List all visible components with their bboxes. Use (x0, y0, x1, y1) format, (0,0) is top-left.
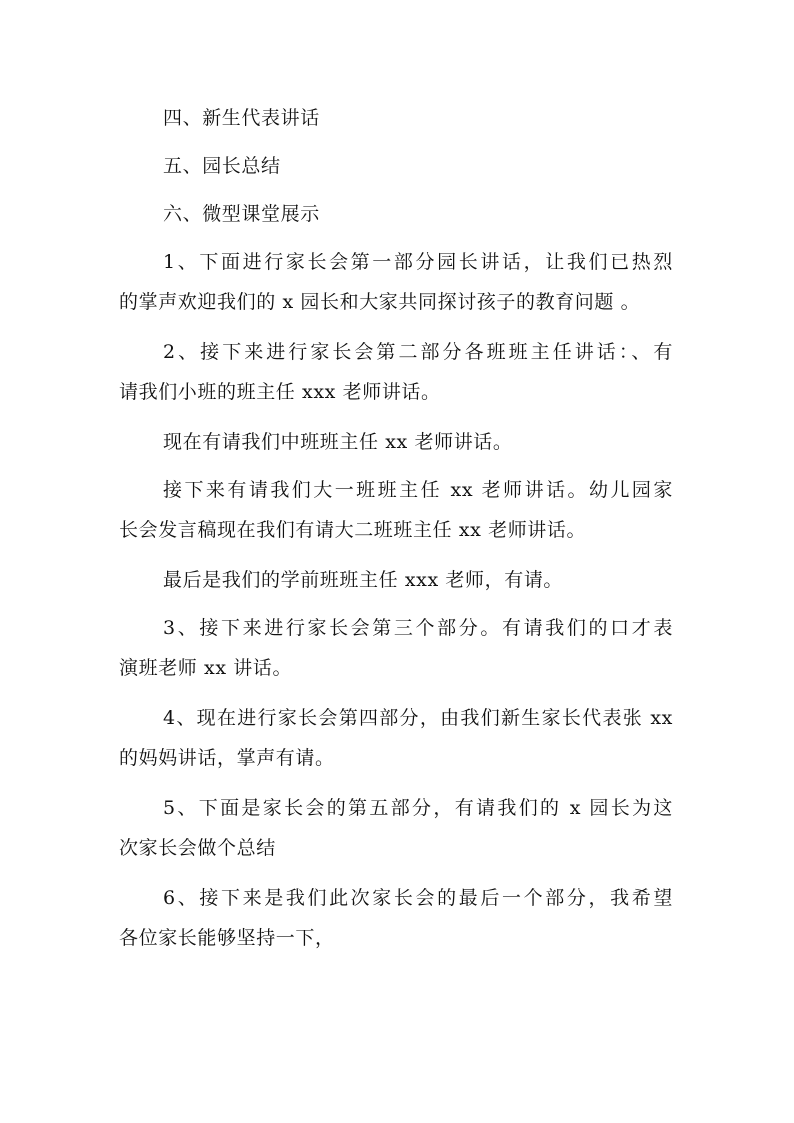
paragraph-3: 现在有请我们中班班主任 xx 老师讲话。 (163, 431, 513, 453)
paragraph-4-line-2: 长会发言稿现在我们有请大二班班主任 xx 老师讲话。 (119, 519, 587, 541)
paragraph-9-line-2: 各位家长能够坚持一下， (119, 927, 335, 949)
paragraph-1-line-2: 的掌声欢迎我们的 x 园长和大家共同探讨孩子的教育问题 。 (119, 291, 641, 313)
paragraph-7-line-1: 4、现在进行家长会第四部分，由我们新生家长代表张 xx (163, 707, 673, 729)
paragraph-2-line-1: 2、接下来进行家长会第二部分各班班主任讲话：、有 (163, 341, 673, 363)
paragraph-1-line-1: 1、下面进行家长会第一部分园长讲话，让我们已热烈 (163, 251, 673, 273)
paragraph-8-line-2: 次家长会做个总结 (119, 837, 276, 859)
paragraph-9-line-1: 6、接下来是我们此次家长会的最后一个部分，我希望 (163, 887, 673, 909)
agenda-item-5: 五、园长总结 (163, 155, 281, 177)
paragraph-6-line-2: 演班老师 xx 讲话。 (119, 657, 293, 679)
agenda-item-4: 四、新生代表讲话 (163, 107, 320, 129)
paragraph-5: 最后是我们的学前班班主任 xxx 老师，有请。 (163, 569, 564, 591)
agenda-item-6: 六、微型课堂展示 (163, 203, 320, 225)
paragraph-2-line-2: 请我们小班的班主任 xxx 老师讲话。 (119, 381, 441, 403)
paragraph-6-line-1: 3、接下来进行家长会第三个部分。有请我们的口才表 (163, 617, 673, 639)
paragraph-4-line-1: 接下来有请我们大一班班主任 xx 老师讲话。幼儿园家 (163, 479, 673, 501)
paragraph-8-line-1: 5、下面是家长会的第五部分，有请我们的 x 园长为这 (163, 797, 673, 819)
paragraph-7-line-2: 的妈妈讲话，掌声有请。 (119, 747, 335, 769)
